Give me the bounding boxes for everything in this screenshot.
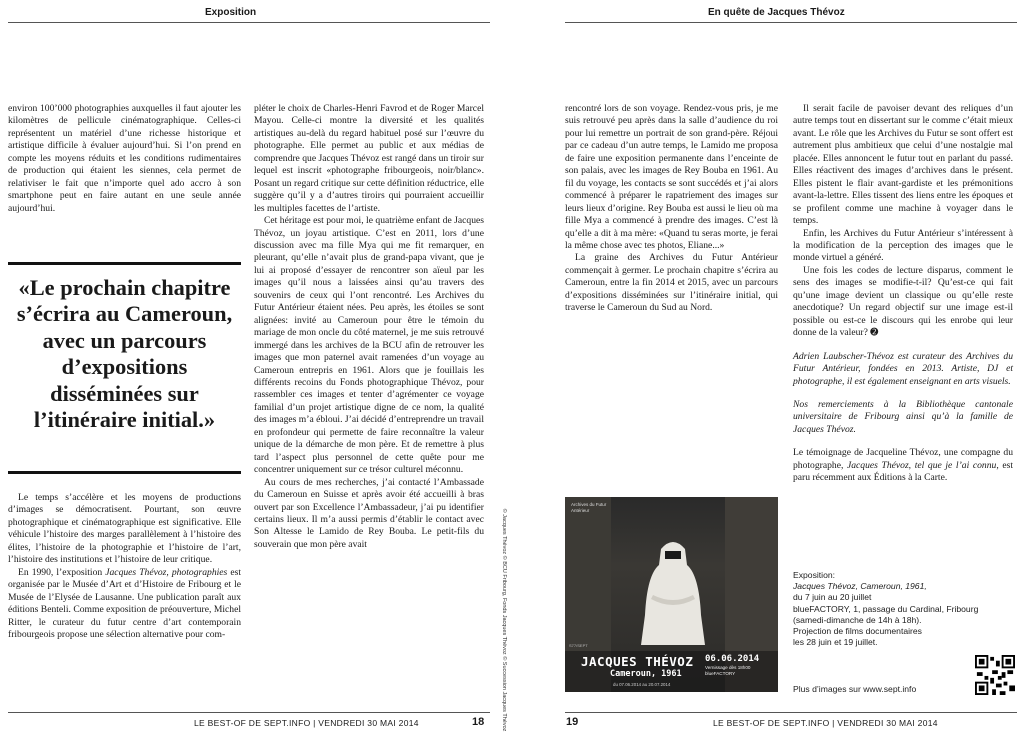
paragraph: La graine des Archives du Futur Antérieur commençait à germer. Le prochain chapitre s’écrira au Cameroun, entre la fin 2014 et 2015, avec un parcours d’expositions disséminées sur l’itinéraire initial, qui traverse le Cameroun du Sud au Nord. <box>565 252 778 314</box>
column-1-top <box>8 103 241 215</box>
poster-number: S77/SEPT <box>569 643 588 648</box>
exhibition-info: Exposition: Jacques Thévoz, Cameroun, 1961, du 7 juin au 20 juillet blueFACTORY, 1, passage du Cardinal, Fribourg (samedi-dimanche de 14h à 18h). Projection de films documentaires les 28 juin et 19 juillet. <box>793 570 979 648</box>
photo-credit: © Jacques Thévoz © BCU Fribourg, Fonds Jacques Thévoz © Succession Jacques Thévoz <box>501 508 507 732</box>
paragraph: environ 100’000 photographies auxquelles il faut ajouter les kilomètres de pellicule cinématographique. Celles-ci représentent un matériel d’une richesse historique et artistique difficile à évaluer aujourd’hui. Si l’on prend en compte les moyens réduits et les conditions rudimentaires de production qui étaient les siennes, cela permet de relativiser le fait que n’importe quel ado accro à son smartphone peut en faire autant en une seule année aujourd’hui. <box>8 103 241 214</box>
column-3 <box>565 103 778 315</box>
footer-rule-left <box>8 712 490 713</box>
column-1-bottom <box>8 492 241 641</box>
author-bio: Adrien Laubscher-Thévoz est curateur des Archives du Futur Antérieur, fondées en 2013. Artiste, DJ et photographe, il est également enseignant en arts visuels. <box>793 350 1013 387</box>
paragraph: En 1990, l’exposition Jacques Thévoz, photographies est organisée par le Musée d’Art et d’Histoire de Fribourg et le Musée de l’Elysée de Lausanne. Une publication paraît aux éditions Benteli. Comme exposition de préouverture, Michel Ritter, le curateur du futur centre d’art contemporain fribourgeois propose une sélection alternative pour com- <box>8 566 241 640</box>
poster-corner-label: Archives du Futur Antérieur <box>571 502 607 513</box>
page-number-right: 19 <box>566 716 579 728</box>
paragraph: Enfin, les Archives du Futur Antérieur s’intéressent à la modification de la perception des images que le monde virtuel a généré. <box>793 227 1013 264</box>
section-label: Exposition <box>205 7 257 18</box>
exhibition-poster <box>565 497 778 692</box>
more-images-link[interactable]: Plus d’images sur www.sept.info <box>793 684 917 694</box>
acknowledgements: Nos remerciements à la Bibliothèque cantonale universitaire de Fribourg ainsi qu’à la famille de Jacques Thévoz. <box>793 398 1013 435</box>
footer-left-text: LE BEST-OF DE SEPT.INFO | VENDREDI 30 MAI 2014 <box>194 718 419 728</box>
footer-rule-right <box>565 712 1017 713</box>
column-4 <box>793 103 1013 485</box>
qr-code-icon[interactable] <box>975 655 1015 695</box>
column-2 <box>254 103 484 551</box>
paragraph: Cet héritage est pour moi, le quatrième enfant de Jacques Thévoz, un joyau artistique. C’est en 2011, lors d’une discussion avec ma fille Mya qui me fit remarquer, en pleurant, qu’elle n’avait plus de grand-papa vivant, que je lui ai proposé d’essayer de rencontrer son aïeul par les images qu’il nous a laissées ainsi qu’au travers des souvenirs de ceux qui l’ont rencontré. Les Archives du Futur Antérieur étaient nées. Peu après, les étoiles se sont alignées: invité au Cameroun pour être le témoin du mariage de mon oncle du côté maternel, je me suis retrouvé immergé dans les archives de la BCU afin de retrouver les images que mon paternel avait ramenées d’un voyage au Cameroun entrepris en 1961. Alors que je fouillais les différents recoins du Fonds photographique Thévoz, pour rassembler ces images et tenter d’agrémenter ce voyage familial d’un projet artistique digne de ce nom, la qualité des images m’a ébloui. J’ai décidé d’entreprendre un travail en profondeur qui permette de faire reconnaître la valeur unique de la démarche de mon père. Et de remettre à plus tard l’aspect plus personnel de cette quête pour me concentrer uniquement sur ce trésor culturel méconnu. <box>254 215 484 476</box>
paragraph: Une fois les codes de lecture disparus, comment le sens des images se modifie-t-il? Qu’est-ce qui fait qu’une image devient un classique ou qu’elle reste anecdotique? Un regard objectif sur une image est-il possible ou est-ce le discours qui les enrobe qui leur donne de la valeur? ➋ <box>793 264 1013 339</box>
poster-date: 06.06.2014 <box>705 654 760 664</box>
header-rule-left <box>8 22 490 23</box>
poster-dates: du 07.06.2014 au 20.07.2014 <box>613 682 671 687</box>
paragraph: pléter le choix de Charles-Henri Favrod et de Roger Marcel Mayou. Celle-ci montre la diversité et les qualités artistiques au-delà du regard habituel posé sur l’œuvre du photographe. Elle permet au public et aux médias de comprendre que Jacques Thévoz est rangé dans un tiroir sur lequel est inscrit «photographe fribourgeois, noir/blanc». Posant un regard critique sur cette définition réductrice, elle suggère qu’il y a d’autres tiroirs qui pourraient accueillir les multiples facettes de l’artiste. <box>254 103 484 214</box>
poster-name: JACQUES THÉVOZ <box>581 654 694 669</box>
paragraph: rencontré lors de son voyage. Rendez-vous pris, je me suis retrouvé peu après dans la salle d’audience du roi pour lui remettre un portrait de son grand-père. Réjoui par ce cadeau d’un autre temps, le Lamido me proposa de faire une exposition permanente dans l’enceinte de son palais, avec les images de Rey Bouba en 1961. Au fil du voyage, les contacts se sont succédés et j’ai alors commencé à préparer le rapatriement des images sur leurs lieux d’origine. Rey Bouba est aussi le lieu où ma fille Mya a commencé à prendre des images. C’est là qu’elle a dit à ma mère: «Quand tu seras morte, je ferai la même chose avec tes photos, Eliane...» <box>565 103 778 251</box>
paragraph: Il serait facile de pavoiser devant des reliques d’un autre temps tout en dissertant sur le comme c’était mieux avant. Le rôle que les Archives du Futur se sont offert est autrement plus ambitieux que celui d’une nostalgie mal placée. Elles annoncent le futur tout en parlant du passé. Elles réactivent des images d’archives dans le présent. Elles pistent le flair avant-gardiste et les prémonitions avant-la-lettre. Elles tissent des liens entre les époques et se profilent comme une machine à voyager dans le temps. <box>793 103 1013 227</box>
poster-subtitle: Cameroun, 1961 <box>610 669 682 679</box>
pull-quote: «Le prochain chapitre s’écrira au Cameroun, avec un parcours d’expositions disséminées sur l’itinéraire initial.» <box>8 262 241 474</box>
poster-details: Vernissage dès 18h00 blueFACTORY <box>705 665 751 676</box>
header-rule-right <box>565 22 1017 23</box>
footer-right-text: LE BEST-OF DE SEPT.INFO | VENDREDI 30 MAI 2014 <box>713 718 938 728</box>
paragraph: Au cours de mes recherches, j’ai contacté l’Ambassade du Cameroun en Suisse et après avoir été accueilli à bras ouvert par son Excellence l’Ambassadeur, j’ai pu identifier certains lieux. Il m’a aussi permis d’établir le contact avec Son Altesse le Lamido de Rey Bouba. Le petit-fils du souverain que mon père avait <box>254 476 484 550</box>
end-mark-icon: ➋ <box>870 327 879 339</box>
page-number-left: 18 <box>472 716 485 728</box>
article-title: En quête de Jacques Thévoz <box>708 7 845 18</box>
robed-figure-image <box>639 535 707 645</box>
paragraph: Le temps s’accélère et les moyens de productions d’images se démocratisent. Pourtant, son œuvre photographique et cinématographique est significative. Elle véhicule l’histoire des marges parallèlement à l’histoire des élites, l’histoire de la photographie et l’histoire de l’art, l’histoire des institutions et l’histoire de leur critique. <box>8 492 241 566</box>
testimony-note: Le témoignage de Jacqueline Thévoz, une compagne du photographe, Jacques Thévoz, tel que je l’ai connu, est paru récemment aux Éditions à la Carte. <box>793 447 1013 484</box>
